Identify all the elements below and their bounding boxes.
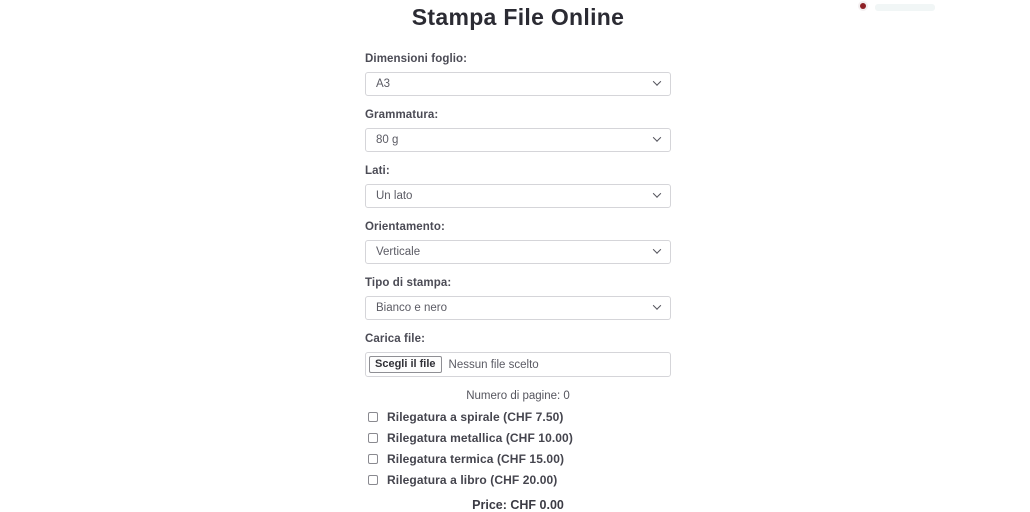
field-group-orientation: [365, 220, 671, 264]
field-group-sides: [365, 164, 671, 208]
binding-option-label: Rilegatura a spirale (CHF 7.50): [387, 409, 564, 424]
chevron-down-icon: [653, 77, 661, 85]
paper-size-label: Dimensioni foglio:: [365, 53, 468, 65]
field-group-paper-weight: [365, 108, 671, 152]
field-group-file-upload: [365, 332, 671, 377]
file-upload-label: Carica file:: [365, 333, 426, 345]
print-order-form: [365, 52, 671, 512]
chevron-down-icon: [653, 245, 661, 253]
total-price-text: Price: CHF 0.00: [472, 498, 564, 512]
sides-label: Lati:: [365, 165, 390, 177]
chevron-down-icon: [653, 133, 661, 141]
print-type-value: Bianco e nero: [376, 302, 447, 314]
binding-option-label: Rilegatura a libro (CHF 20.00): [387, 472, 558, 487]
paper-size-select[interactable]: [365, 72, 671, 96]
checkbox-thermal[interactable]: [368, 454, 378, 464]
checkbox-book[interactable]: [368, 475, 378, 485]
binding-option-thermal[interactable]: [365, 452, 671, 465]
file-input[interactable]: [365, 352, 671, 377]
field-group-print-type: [365, 276, 671, 320]
orientation-select[interactable]: [365, 240, 671, 264]
binding-option-label: Rilegatura metallica (CHF 10.00): [387, 430, 573, 445]
print-type-select[interactable]: [365, 296, 671, 320]
paper-weight-label: Grammatura:: [365, 109, 439, 121]
binding-option-metallic[interactable]: [365, 431, 671, 444]
file-status-text: Nessun file scelto: [448, 358, 539, 371]
sides-select[interactable]: [365, 184, 671, 208]
sides-value: Un lato: [376, 190, 413, 202]
binding-option-spiral[interactable]: [365, 410, 671, 423]
choose-file-button[interactable]: Scegli il file: [369, 356, 442, 373]
checkbox-metallic[interactable]: [368, 433, 378, 443]
orientation-value: Verticale: [376, 246, 421, 258]
pages-count-text: Numero di pagine: 0: [466, 390, 570, 402]
binding-option-label: Rilegatura termica (CHF 15.00): [387, 451, 565, 466]
print-type-label: Tipo di stampa:: [365, 277, 452, 289]
page-title: Stampa File Online: [411, 4, 625, 30]
field-group-paper-size: [365, 52, 671, 96]
orientation-label: Orientamento:: [365, 221, 445, 233]
chevron-down-icon: [653, 189, 661, 197]
checkbox-spiral[interactable]: [368, 412, 378, 422]
paper-weight-value: 80 g: [376, 134, 399, 146]
paper-weight-select[interactable]: [365, 128, 671, 152]
paper-size-value: A3: [376, 78, 391, 90]
chevron-down-icon: [653, 301, 661, 309]
binding-option-book[interactable]: [365, 473, 671, 486]
